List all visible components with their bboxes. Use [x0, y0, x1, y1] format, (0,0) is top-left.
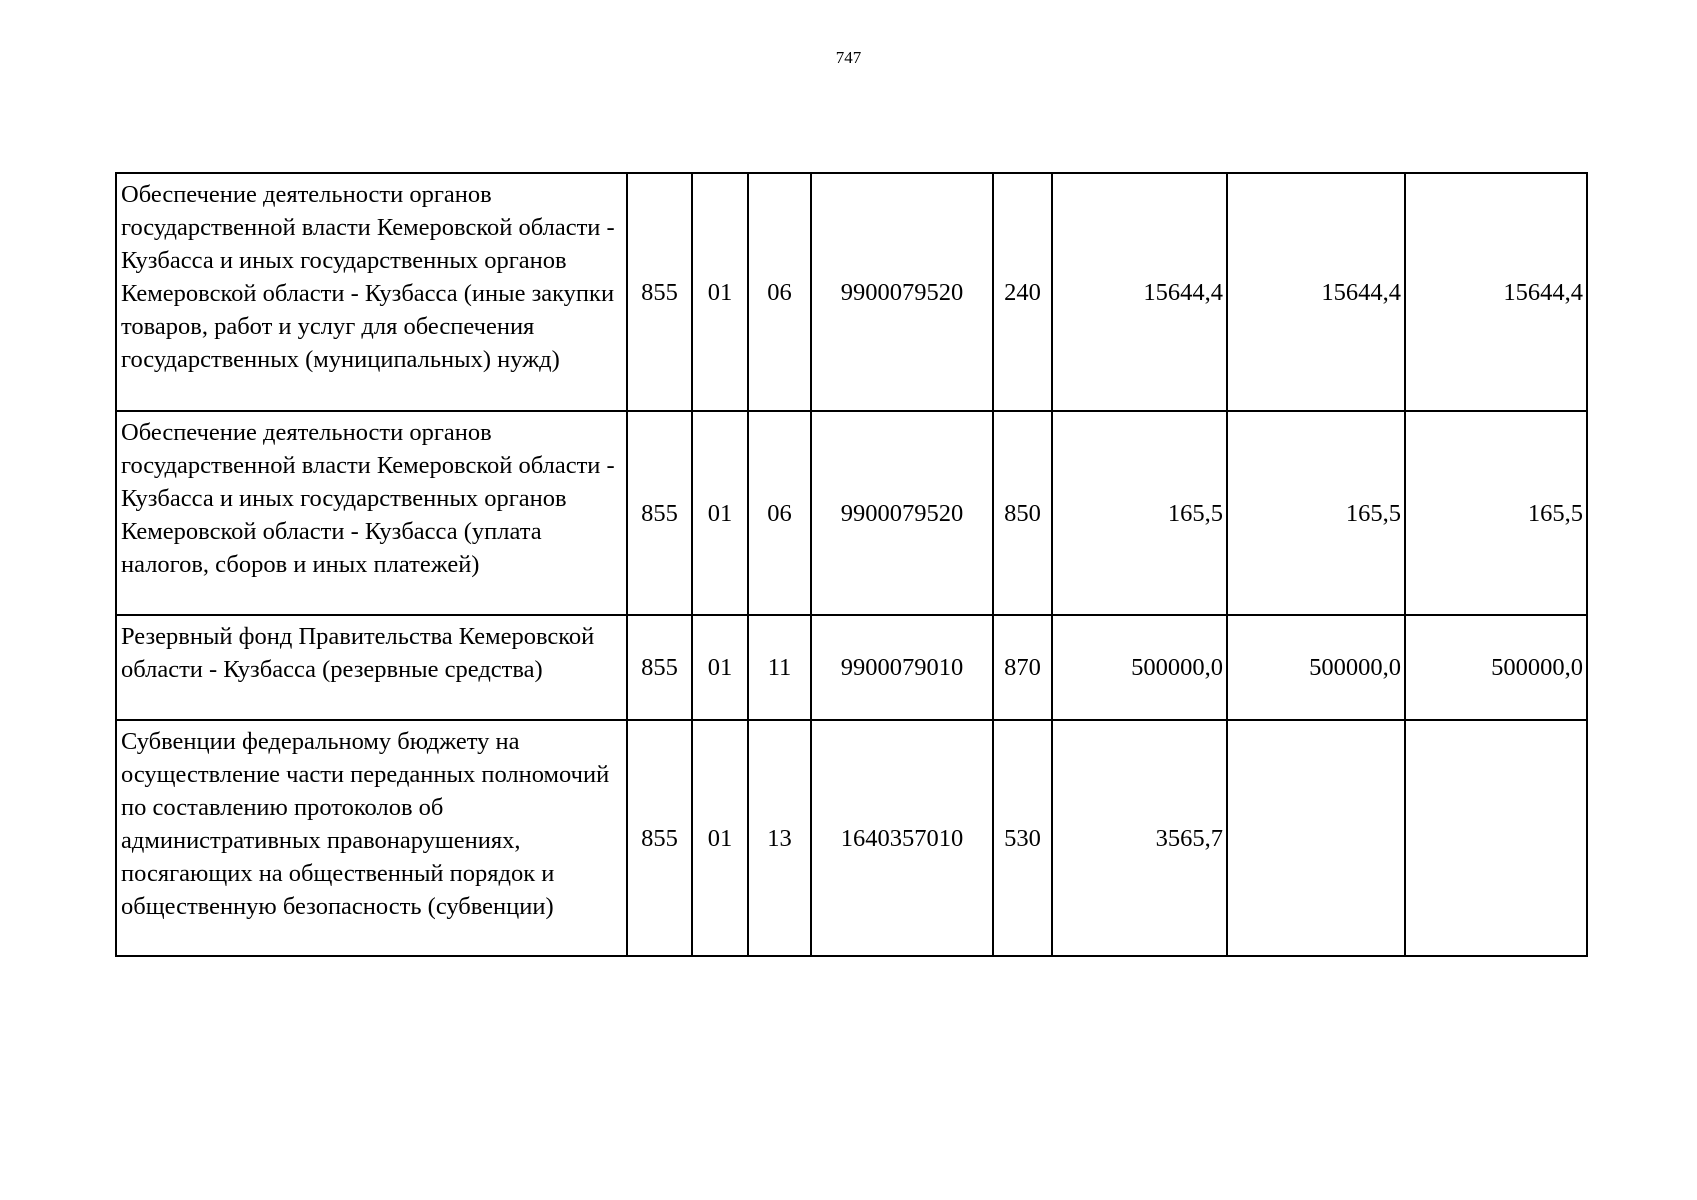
section-code: 01 — [692, 615, 748, 720]
subsection-code: 06 — [748, 411, 811, 615]
row-description: Обеспечение деятельности органов государственной власти Кемеровской области - Кузбасса и иных государственных органов Кемеровской области - Кузбасса (иные закупки товаров, работ и услуг для обеспечения государственных (муниципальных) нужд) — [116, 173, 627, 411]
row-description: Субвенции федеральному бюджету на осуществление части переданных полномочий по составлению протоколов об административных правонарушениях, посягающих на общественный порядок и общественную безопасность (субвенции) — [116, 720, 627, 956]
sum-year-1: 500000,0 — [1052, 615, 1227, 720]
page-number: 747 — [835, 48, 862, 67]
sum-year-3 — [1405, 720, 1587, 956]
row-description: Резервный фонд Правительства Кемеровской области - Кузбасса (резервные средства) — [116, 615, 627, 720]
table-row — [116, 615, 1587, 720]
sum-year-2 — [1227, 720, 1405, 956]
sum-year-3: 500000,0 — [1405, 615, 1587, 720]
subsection-code: 11 — [748, 615, 811, 720]
section-code: 01 — [692, 720, 748, 956]
subsection-code: 13 — [748, 720, 811, 956]
expense-type-code: 870 — [993, 615, 1052, 720]
ministry-code: 855 — [627, 720, 692, 956]
table-row — [116, 173, 1587, 411]
target-article-code: 1640357010 — [811, 720, 993, 956]
section-code: 01 — [692, 173, 748, 411]
sum-year-1: 165,5 — [1052, 411, 1227, 615]
target-article-code: 9900079010 — [811, 615, 993, 720]
expense-type-code: 240 — [993, 173, 1052, 411]
target-article-code: 9900079520 — [811, 411, 993, 615]
sum-year-3: 15644,4 — [1405, 173, 1587, 411]
expense-type-code: 850 — [993, 411, 1052, 615]
row-description: Обеспечение деятельности органов государственной власти Кемеровской области - Кузбасса и иных государственных органов Кемеровской области - Кузбасса (уплата налогов, сборов и иных платежей) — [116, 411, 627, 615]
table-row — [116, 720, 1587, 956]
sum-year-2: 500000,0 — [1227, 615, 1405, 720]
subsection-code: 06 — [748, 173, 811, 411]
sum-year-1: 15644,4 — [1052, 173, 1227, 411]
sum-year-1: 3565,7 — [1052, 720, 1227, 956]
target-article-code: 9900079520 — [811, 173, 993, 411]
ministry-code: 855 — [627, 411, 692, 615]
table-row — [116, 411, 1587, 615]
ministry-code: 855 — [627, 615, 692, 720]
expense-type-code: 530 — [993, 720, 1052, 956]
section-code: 01 — [692, 411, 748, 615]
sum-year-3: 165,5 — [1405, 411, 1587, 615]
budget-table — [115, 172, 1588, 957]
ministry-code: 855 — [627, 173, 692, 411]
sum-year-2: 165,5 — [1227, 411, 1405, 615]
sum-year-2: 15644,4 — [1227, 173, 1405, 411]
